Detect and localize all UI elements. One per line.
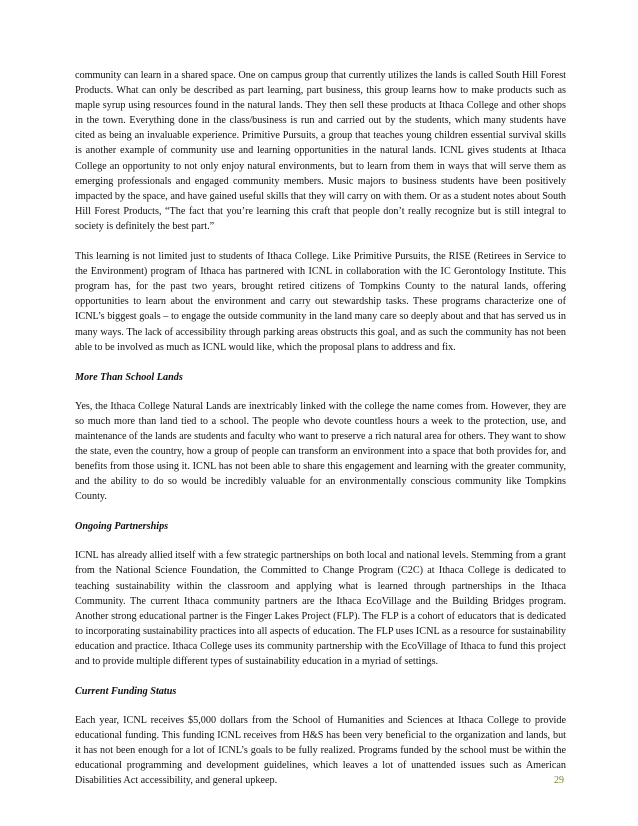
paragraph-school-lands: Yes, the Ithaca College Natural Lands are inextricably linked with the college the name comes from. However, they are so much more than land tied to a school. The people who devote countless hours a week to the protection, use, and maintenance of the lands are students and faculty who want to preserve a rich natural area for others. They want to show the state, even the country, how a group of people can transform an environment into a space that both provides for, and benefits from those using it. ICNL has not been able to share this engagement and learning with the greater community, and the ability to do so would be incredibly valuable for an environmentally conscious community like Tompkins County. [75, 400, 566, 503]
heading-current-funding-status: Current Funding Status [75, 686, 177, 698]
paragraph-partnerships: ICNL has already allied itself with a few strategic partnerships on both local and national levels. Stemming from a grant from the National Science Foundation, the Committed to Change Program (C2C) at Ithaca College is dedicated to teaching sustainability within the classroom and applying what is learned through partnerships in the Ithaca Community. The current Ithaca community partners are the Ithaca EcoVillage and the Building Bridges program. Another strong educational partner is the Finger Lakes Project (FLP). The FLP is a cohort of educators that is dedicated to incorporating sustainability practices into all aspects of education. The FLP uses ICNL as a resource for sustainability education and practice. Ithaca College uses its community partnership with the EcoVillage of Ithaca to fund this project and to provide multiple different types of sustainability education in a myriad of settings. [75, 550, 566, 667]
paragraph-funding: Each year, ICNL receives $5,000 dollars from the School of Humanities and Sciences at Ithaca College to provide educational funding. This funding ICNL receives from H&S has been very beneficial to the organization and lands, but it has not been enough for a lot of ICNL’s goals to be fully realized. Programs funded by the school must be within the educational programming and development guidelines, which leaves a lot of unattended issues such as American Disabilities Act accessibility, and general upkeep. [75, 715, 566, 787]
paragraph-rise-program: This learning is not limited just to students of Ithaca College. Like Primitive Pursuits, the RISE (Retirees in Service to the Environment) program of Ithaca has partnered with ICNL in collaboration with the IC Gerontology Institute. This program has, for the past two years, brought retired citizens of Tompkins County to the natural lands, offering opportunities to learn about the environment and carry out stewardship tasks. These programs characterize one of ICNL’s biggest goals – to engage the outside community in the land many care so deeply about and that has served us in many ways. The lack of accessibility through parking areas obstructs this goal, and as such the community has not been able to be involved as much as ICNL would like, which the proposal plans to address and fix. [75, 251, 566, 353]
heading-more-than-school-lands: More Than School Lands [75, 371, 183, 383]
document-page [75, 68, 566, 789]
page-number: 29 [554, 775, 564, 786]
heading-ongoing-partnerships: Ongoing Partnerships [75, 521, 169, 533]
paragraph-south-hill: community can learn in a shared space. One on campus group that currently utilizes the lands is called South Hill Forest Products. What can only be described as part learning, part business, this group learns how to make products such as maple syrup using resources found in the natural lands. They then sell these products at Ithaca College and other shops in the town. Everything done in the class/business is run and carried out by the students, which many students have cited as being an invaluable experience. Primitive Pursuits, a group that teaches young children essential survival skills is another example of community use and learning opportunities in the natural lands. ICNL gives students at Ithaca College an opportunity to not only enjoy natural environments, but to learn from them in ways that will serve them as emerging professionals and engaged community members. Music majors to business students have been positively impacted by the space, and have gained useful skills that they will carry on with them. Or as a student notes about South Hill Forest Products, “The fact that you’re learning this craft that people don’t really recognize but is still integral to society is definitely the best part.” [75, 70, 566, 232]
